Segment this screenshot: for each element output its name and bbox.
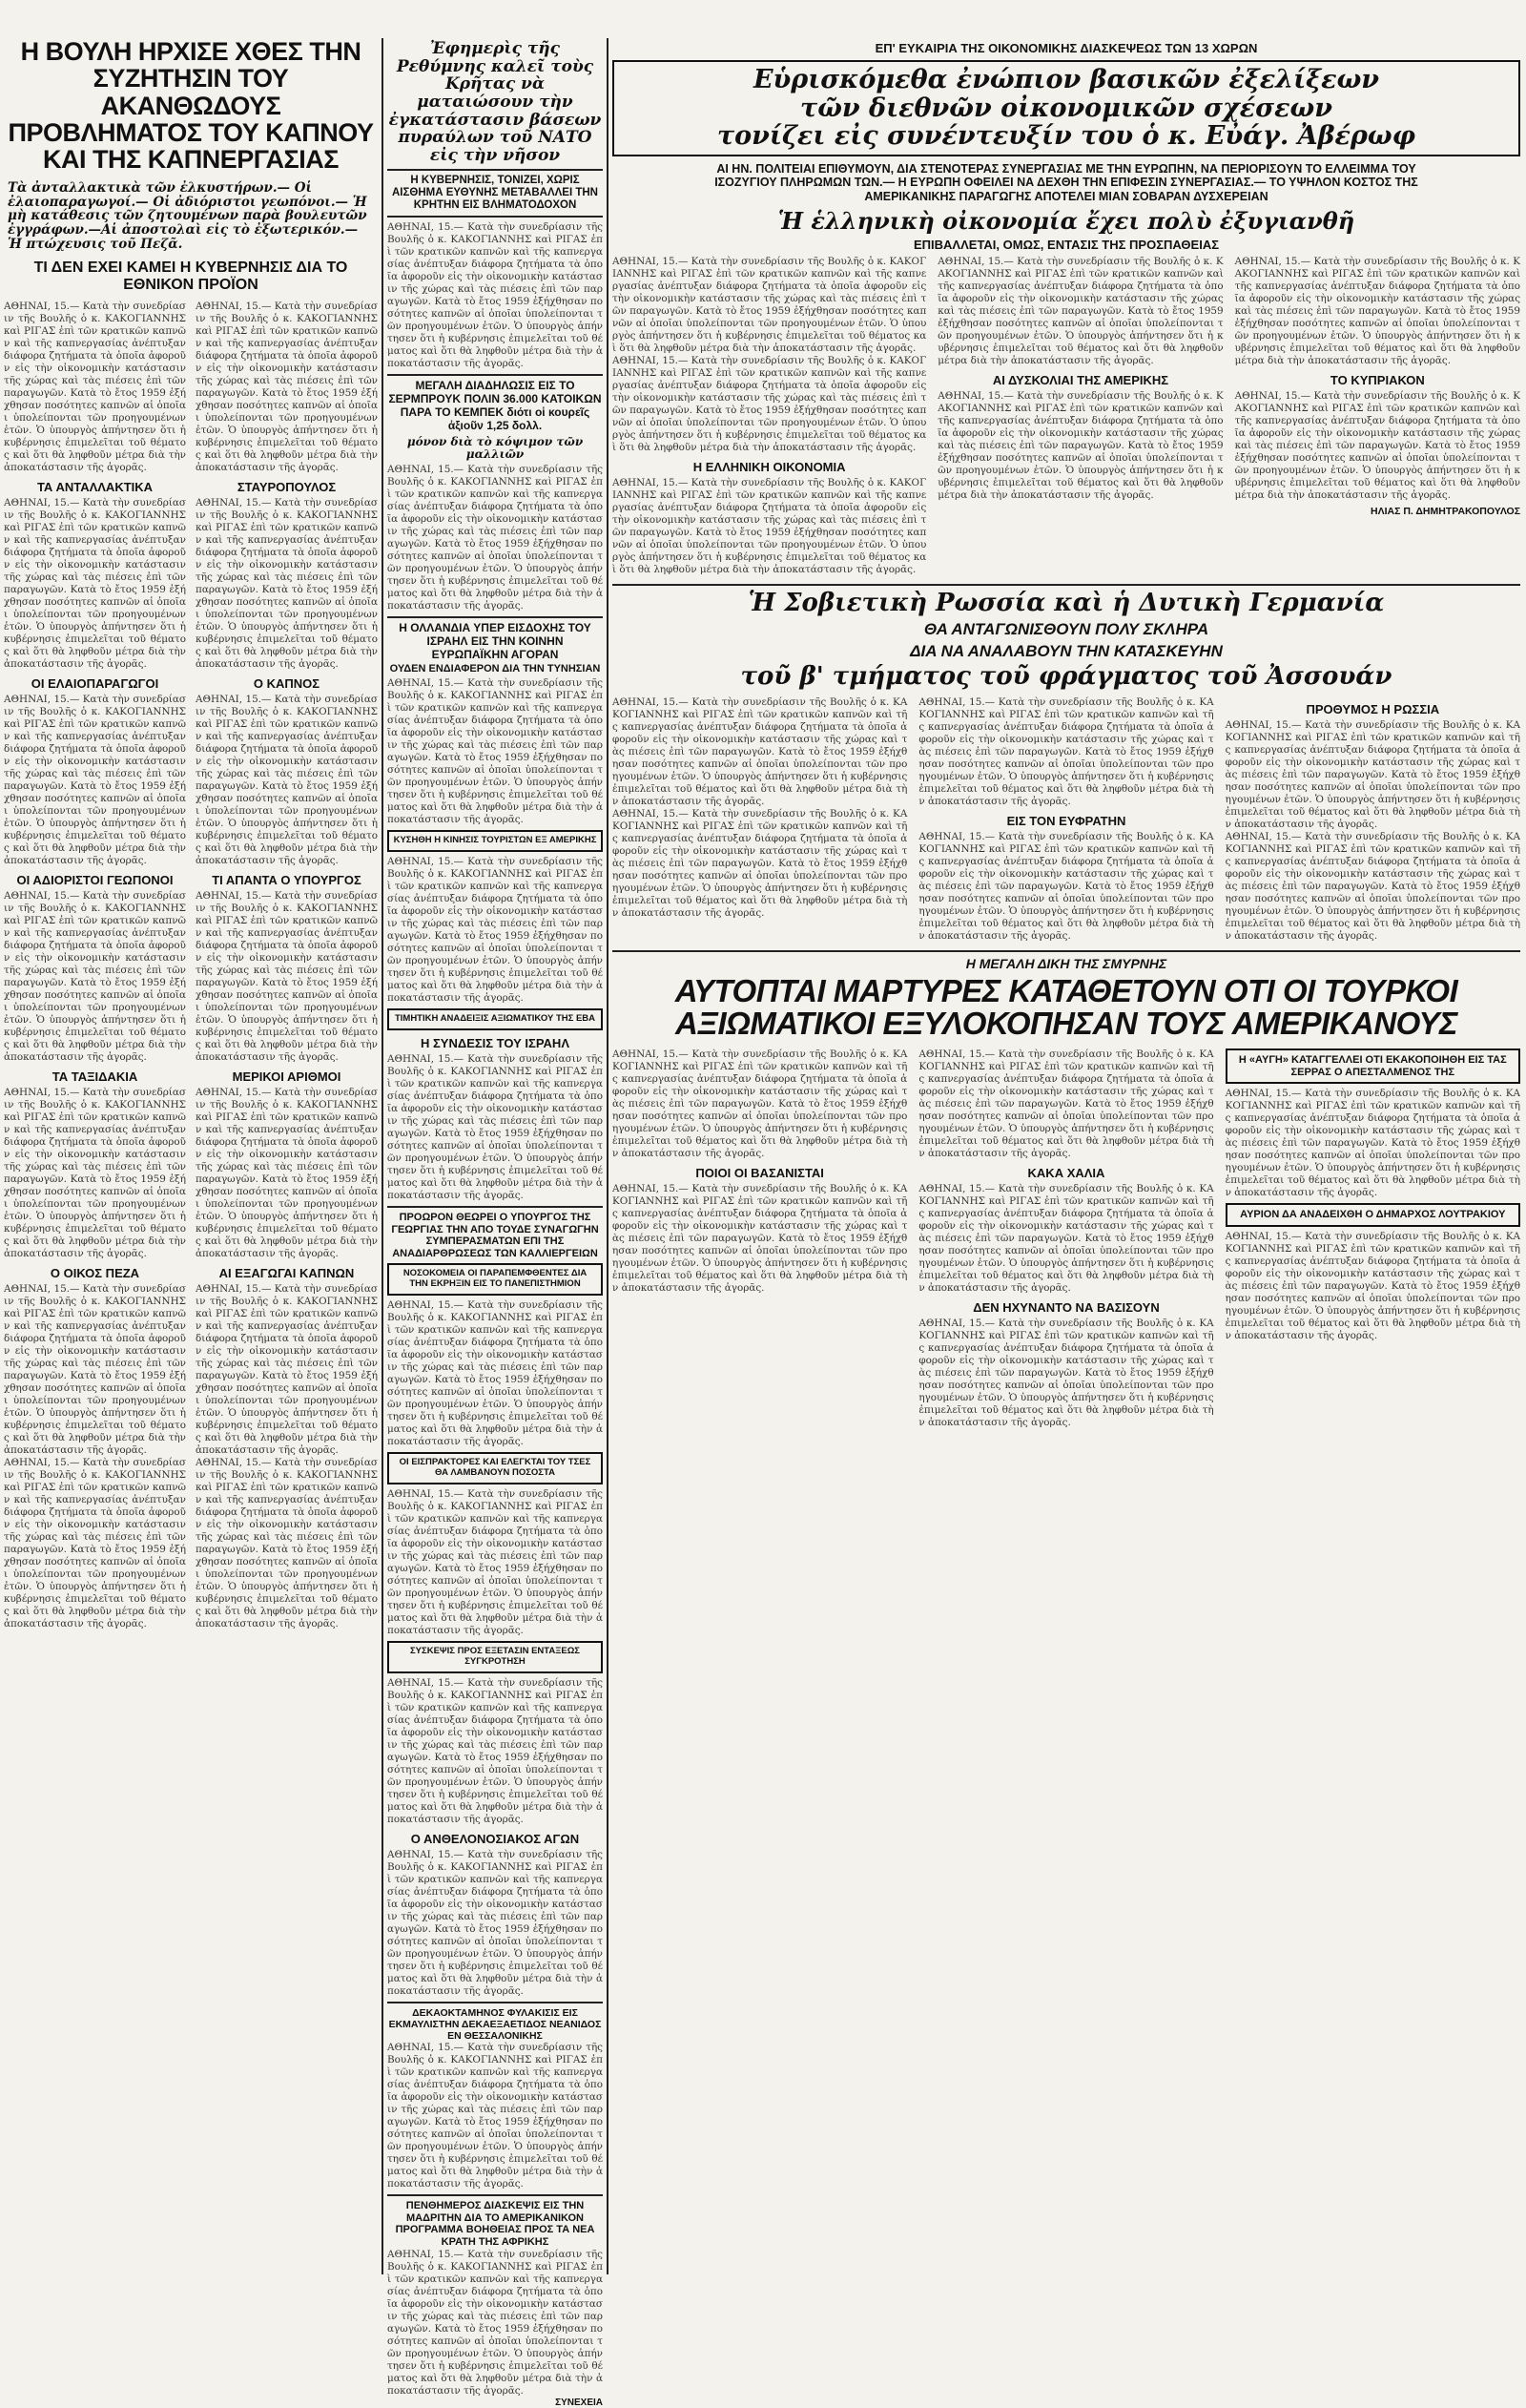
section-heading: ΤΙ ΑΠΑΝΤΑ Ο ΥΠΟΥΡΓΟΣ (212, 872, 361, 887)
body-text: ΑΘΗΝΑΙ, 15.— Κατὰ τὴν συνεδρίασιν τῆς Βουλῆς ὁ κ. ΚΑΚΟΓΙΑΝΝΗΣ καὶ ΡΙΓΑΣ ἐπὶ τῶν κρατικῶν καπνῶν καὶ τῆς καπνεργασίας ἀνέπτυξαν διάφορα ζητήματα τὰ ὁποῖα ἀφοροῦν εἰς τὴν οἰκονομικὴν κατάστασιν τῆς χώρας καὶ τὰς πιέσεις ἐπὶ τῶν παραγωγῶν. Κατὰ τὸ ἔτος 1959 ἐξήχθησαν ποσότητες καπνῶν αἱ ὁποῖαι ὑπολείπονται τῶν προηγουμένων ἐτῶν. Ὁ ὑπουργὸς ἀπήντησεν ὅτι ἡ κυβέρνησις ἐπιμελεῖται τοῦ θέματος καὶ ὅτι θὰ ληφθοῦν μέτρα διὰ τὴν ἀποκατάστασιν τῆς ἀγορᾶς. (387, 221, 603, 370)
body-text: ΑΘΗΝΑΙ, 15.— Κατὰ τὴν συνεδρίασιν τῆς Βουλῆς ὁ κ. ΚΑΚΟΓΙΑΝΝΗΣ καὶ ΡΙΓΑΣ ἐπὶ τῶν κρατικῶν καπνῶν καὶ τῆς καπνεργασίας ἀνέπτυξαν διάφορα ζητήματα τὰ ὁποῖα ἀφοροῦν εἰς τὴν οἰκονομικὴν κατάστασιν τῆς χώρας καὶ τὰς πιέσεις ἐπὶ τῶν παραγωγῶν. Κατὰ τὸ ἔτος 1959 ἐξήχθησαν ποσότητες καπνῶν αἱ ὁποῖαι ὑπολείπονται τῶν προηγουμένων ἐτῶν. Ὁ ὑπουργὸς ἀπήντησεν ὅτι ἡ κυβέρνησις ἐπιμελεῖται τοῦ θέματος καὶ ὅτι θὰ ληφθοῦν μέτρα διὰ τὴν ἀποκατάστασιν τῆς ἀγορᾶς. (196, 1456, 378, 1630)
body-text: ΑΘΗΝΑΙ, 15.— Κατὰ τὴν συνεδρίασιν τῆς Βουλῆς ὁ κ. ΚΑΚΟΓΙΑΝΝΗΣ καὶ ΡΙΓΑΣ ἐπὶ τῶν κρατικῶν καπνῶν καὶ τῆς καπνεργασίας ἀνέπτυξαν διάφορα ζητήματα τὰ ὁποῖα ἀφοροῦν εἰς τὴν οἰκονομικὴν κατάστασιν τῆς χώρας καὶ τὰς πιέσεις ἐπὶ τῶν παραγωγῶν. Κατὰ τὸ ἔτος 1959 ἐξήχθησαν ποσότητες καπνῶν αἱ ὁποῖαι ὑπολείπονται τῶν προηγουμένων ἐτῶν. Ὁ ὑπουργὸς ἀπήντησεν ὅτι ἡ κυβέρνησις ἐπιμελεῖται τοῦ θέματος καὶ ὅτι θὰ ληφθοῦν μέτρα διὰ τὴν ἀποκατάστασιν τῆς ἀγορᾶς. (918, 1048, 1214, 1160)
col2-box5: ΣΥΣΚΕΨΙΣ ΠΡΟΣ ΕΞΕΤΑΣΙΝ ΕΝΤΑΞΕΩΣ ΣΥΓΚΡΟΤΗΣΗ (387, 1641, 603, 1673)
divider (387, 2194, 603, 2196)
body-text: ΑΘΗΝΑΙ, 15.— Κατὰ τὴν συνεδρίασιν τῆς Βουλῆς ὁ κ. ΚΑΚΟΓΙΑΝΝΗΣ καὶ ΡΙΓΑΣ ἐπὶ τῶν κρατικῶν καπνῶν καὶ τῆς καπνεργασίας ἀνέπτυξαν διάφορα ζητήματα τὰ ὁποῖα ἀφοροῦν εἰς τὴν οἰκονομικὴν κατάστασιν τῆς χώρας καὶ τὰς πιέσεις ἐπὶ τῶν παραγωγῶν. Κατὰ τὸ ἔτος 1959 ἐξήχθησαν ποσότητες καπνῶν αἱ ὁποῖαι ὑπολείπονται τῶν προηγουμένων ἐτῶν. Ὁ ὑπουργὸς ἀπήντησεν ὅτι ἡ κυβέρνησις ἐπιμελεῖται τοῦ θέματος καὶ ὅτι θὰ ληφθοῦν μέτρα διὰ τὴν ἀποκατάστασιν τῆς ἀγορᾶς. (196, 1282, 378, 1456)
section-heading: ΟΙ ΑΔΙΟΡΙΣΤΟΙ ΓΕΩΠΟΝΟΙ (16, 872, 174, 887)
col2-h2b: μόνον διὰ τὸ κόψιμον τῶν μαλλιῶν (406, 434, 584, 461)
body-text: ΑΘΗΝΑΙ, 15.— Κατὰ τὴν συνεδρίασιν τῆς Βουλῆς ὁ κ. ΚΑΚΟΓΙΑΝΝΗΣ καὶ ΡΙΓΑΣ ἐπὶ τῶν κρατικῶν καπνῶν καὶ τῆς καπνεργασίας ἀνέπτυξαν διάφορα ζητήματα τὰ ὁποῖα ἀφοροῦν εἰς τὴν οἰκονομικὴν κατάστασιν τῆς χώρας καὶ τὰς πιέσεις ἐπὶ τῶν παραγωγῶν. Κατὰ τὸ ἔτος 1959 ἐξήχθησαν ποσότητες καπνῶν αἱ ὁποῖαι ὑπολείπονται τῶν προηγουμένων ἐτῶν. Ὁ ὑπουργὸς ἀπήντησεν ὅτι ἡ κυβέρνησις ἐπιμελεῖται τοῦ θέματος καὶ ὅτι θὰ ληφθοῦν μέτρα διὰ τὴν ἀποκατάστασιν τῆς ἀγορᾶς. (4, 1086, 186, 1259)
col3-headline-7: ΑΥΤΟΠΤΑΙ ΜΑΡΤΥΡΕΣ ΚΑΤΑΘΕΤΟΥΝ ΟΤΙ ΟΙ ΤΟΥΡΚΟΙ ΑΞΙΩΜΑΤΙΚΟΙ ΕΞΥΛΟΚΟΠΗΣΑΝ ΤΟΥΣ ΑΜΕΡΙΚΑΝΟΥΣ (674, 972, 1458, 1042)
col3-kicker: ΕΠ' ΕΥΚΑΙΡΙΑ ΤΗΣ ΟΙΚΟΝΟΜΙΚΗΣ ΔΙΑΣΚΕΨΕΩΣ ΤΩΝ 13 ΧΩΡΩΝ (875, 41, 1258, 55)
col3-side-1: Η «ΑΥΓΗ» ΚΑΤΑΓΓΕΛΛΕΙ ΟΤΙ ΕΚΑΚΟΠΟΙΗΘΗ ΕΙΣ ΤΑΣ ΣΕΡΡΑΣ Ο ΑΠΕΣΤΑΛΜΕΝΟΣ ΤΗΣ (1226, 1048, 1520, 1084)
col2-h5: ΔΕΚΑΟΚΤΑΜΗΝΟΣ ΦΥΛΑΚΙΣΙΣ ΕΙΣ ΕΚΜΑΥΛΙΣΤΗΝ ΔΕΚΑΕΞΑΕΤΙΔΟΣ ΝΕΑΝΙΔΟΣ ΕΝ ΘΕΣΣΑΛΟΝΙΚΗΣ (388, 2007, 602, 2043)
col2-h4: ΠΡΟΩΡΟΝ ΘΕΩΡΕΙ Ο ΥΠΟΥΡΓΟΣ ΤΗΣ ΓΕΩΡΓΙΑΣ ΤΗΝ ΑΠΟ ΤΟΥΔΕ ΣΥΝΑΓΩΓΗΝ ΣΥΜΠΕΡΑΣΜΑΤΩΝ ΕΠΙ ΤΗΣ ΑΝΑΔΙΑΡΘΡΩΣΕΩΣ ΤΩΝ ΚΑΛΛΙΕΡΓΕΙΩΝ (391, 1211, 599, 1259)
col3-headline-2: τῶν διεθνῶν οἰκονομικῶν σχέσεων (800, 93, 1332, 123)
column-divider (382, 38, 383, 2274)
body-text: ΑΘΗΝΑΙ, 15.— Κατὰ τὴν συνεδρίασιν τῆς Βουλῆς ὁ κ. ΚΑΚΟΓΙΑΝΝΗΣ καὶ ΡΙΓΑΣ ἐπὶ τῶν κρατικῶν καπνῶν καὶ τῆς καπνεργασίας ἀνέπτυξαν διάφορα ζητήματα τὰ ὁποῖα ἀφοροῦν εἰς τὴν οἰκονομικὴν κατάστασιν τῆς χώρας καὶ τὰς πιέσεις ἐπὶ τῶν παραγωγῶν. Κατὰ τὸ ἔτος 1959 ἐξήχθησαν ποσότητες καπνῶν αἱ ὁποῖαι ὑπολείπονται τῶν προηγουμένων ἐτῶν. Ὁ ὑπουργὸς ἀπήντησεν ὅτι ἡ κυβέρνησις ἐπιμελεῖται τοῦ θέματος καὶ ὅτι θὰ ληφθοῦν μέτρα διὰ τὴν ἀποκατάστασιν τῆς ἀγορᾶς. (387, 2042, 603, 2190)
col3-headline-5: Ἡ Σοβιετικὴ Ρωσσία καὶ ἡ Δυτικὴ Γερμανία (748, 589, 1385, 618)
body-text: ΑΘΗΝΑΙ, 15.— Κατὰ τὴν συνεδρίασιν τῆς Βουλῆς ὁ κ. ΚΑΚΟΓΙΑΝΝΗΣ καὶ ΡΙΓΑΣ ἐπὶ τῶν κρατικῶν καπνῶν καὶ τῆς καπνεργασίας ἀνέπτυξαν διάφορα ζητήματα τὰ ὁποῖα ἀφοροῦν εἰς τὴν οἰκονομικὴν κατάστασιν τῆς χώρας καὶ τὰς πιέσεις ἐπὶ τῶν παραγωγῶν. Κατὰ τὸ ἔτος 1959 ἐξήχθησαν ποσότητες καπνῶν αἱ ὁποῖαι ὑπολείπονται τῶν προηγουμένων ἐτῶν. Ὁ ὑπουργὸς ἀπήντησεν ὅτι ἡ κυβέρνησις ἐπιμελεῖται τοῦ θέματος καὶ ὅτι θὰ ληφθοῦν μέτρα διὰ τὴν ἀποκατάστασιν τῆς ἀγορᾶς. (918, 1318, 1214, 1429)
body-text: ΑΘΗΝΑΙ, 15.— Κατὰ τὴν συνεδρίασιν τῆς Βουλῆς ὁ κ. ΚΑΚΟΓΙΑΝΝΗΣ καὶ ΡΙΓΑΣ ἐπὶ τῶν κρατικῶν καπνῶν καὶ τῆς καπνεργασίας ἀνέπτυξαν διάφορα ζητήματα τὰ ὁποῖα ἀφοροῦν εἰς τὴν οἰκονομικὴν κατάστασιν τῆς χώρας καὶ τὰς πιέσεις ἐπὶ τῶν παραγωγῶν. Κατὰ τὸ ἔτος 1959 ἐξήχθησαν ποσότητες καπνῶν αἱ ὁποῖαι ὑπολείπονται τῶν προηγουμένων ἐτῶν. Ὁ ὑπουργὸς ἀπήντησεν ὅτι ἡ κυβέρνησις ἐπιμελεῖται τοῦ θέματος καὶ ὅτι θὰ ληφθοῦν μέτρα διὰ τὴν ἀποκατάστασιν τῆς ἀγορᾶς. (387, 2248, 603, 2397)
divider (387, 616, 603, 618)
body-text: ΑΘΗΝΑΙ, 15.— Κατὰ τὴν συνεδρίασιν τῆς Βουλῆς ὁ κ. ΚΑΚΟΓΙΑΝΝΗΣ καὶ ΡΙΓΑΣ ἐπὶ τῶν κρατικῶν καπνῶν καὶ τῆς καπνεργασίας ἀνέπτυξαν διάφορα ζητήματα τὰ ὁποῖα ἀφοροῦν εἰς τὴν οἰκονομικὴν κατάστασιν τῆς χώρας καὶ τὰς πιέσεις ἐπὶ τῶν παραγωγῶν. Κατὰ τὸ ἔτος 1959 ἐξήχθησαν ποσότητες καπνῶν αἱ ὁποῖαι ὑπολείπονται τῶν προηγουμένων ἐτῶν. Ὁ ὑπουργὸς ἀπήντησεν ὅτι ἡ κυβέρνησις ἐπιμελεῖται τοῦ θέματος καὶ ὅτι θὰ ληφθοῦν μέτρα διὰ τὴν ἀποκατάστασιν τῆς ἀγορᾶς. (4, 1282, 186, 1456)
section-heading: ΠΟΙΟΙ ΟΙ ΒΑΣΑΝΙΣΤΑΙ (695, 1166, 824, 1181)
divider (387, 374, 603, 376)
col3-kicker-2: Η ΜΕΓΑΛΗ ΔΙΚΗ ΤΗΣ ΣΜΥΡΝΗΣ (965, 955, 1167, 971)
body-text: ΑΘΗΝΑΙ, 15.— Κατὰ τὴν συνεδρίασιν τῆς Βουλῆς ὁ κ. ΚΑΚΟΓΙΑΝΝΗΣ καὶ ΡΙΓΑΣ ἐπὶ τῶν κρατικῶν καπνῶν καὶ τῆς καπνεργασίας ἀνέπτυξαν διάφορα ζητήματα τὰ ὁποῖα ἀφοροῦν εἰς τὴν οἰκονομικὴν κατάστασιν τῆς χώρας καὶ τὰς πιέσεις ἐπὶ τῶν παραγωγῶν. Κατὰ τὸ ἔτος 1959 ἐξήχθησαν ποσότητες καπνῶν αἱ ὁποῖαι ὑπολείπονται τῶν προηγουμένων ἐτῶν. Ὁ ὑπουργὸς ἀπήντησεν ὅτι ἡ κυβέρνησις ἐπιμελεῖται τοῦ θέματος καὶ ὅτι θὰ ληφθοῦν μέτρα διὰ τὴν ἀποκατάστασιν τῆς ἀγορᾶς. (612, 1048, 908, 1160)
section-heading: ΣΤΑΥΡΟΠΟΥΛΟΣ (237, 479, 337, 494)
col2-h3b: ΟΥΔΕΝ ΕΝΔΙΑΦΕΡΟΝ ΔΙΑ ΤΗΝ ΤΥΝΗΣΙΑΝ (389, 663, 601, 675)
body-text: ΑΘΗΝΑΙ, 15.— Κατὰ τὴν συνεδρίασιν τῆς Βουλῆς ὁ κ. ΚΑΚΟΓΙΑΝΝΗΣ καὶ ΡΙΓΑΣ ἐπὶ τῶν κρατικῶν καπνῶν καὶ τῆς καπνεργασίας ἀνέπτυξαν διάφορα ζητήματα τὰ ὁποῖα ἀφοροῦν εἰς τὴν οἰκονομικὴν κατάστασιν τῆς χώρας καὶ τὰς πιέσεις ἐπὶ τῶν παραγωγῶν. Κατὰ τὸ ἔτος 1959 ἐξήχθησαν ποσότητες καπνῶν αἱ ὁποῖαι ὑπολείπονται τῶν προηγουμένων ἐτῶν. Ὁ ὑπουργὸς ἀπήντησεν ὅτι ἡ κυβέρνησις ἐπιμελεῖται τοῦ θέματος καὶ ὅτι θὰ ληφθοῦν μέτρα διὰ τὴν ἀποκατάστασιν τῆς ἀγορᾶς. (612, 355, 927, 454)
col2-h2: ΜΕΓΑΛΗ ΔΙΑΔΗΛΩΣΙΣ ΕΙΣ ΤΟ ΣΕΡΜΠΡΟΥΚ ΠΟΛΙΝ 36.000 ΚΑΤΟΙΚΩΝ ΠΑΡΑ ΤΟ ΚΕΜΠΕΚ διότι οἱ κουρεῖς ἀξιοῦν 1,25 δολλ. (388, 379, 602, 432)
section-heading: Η ΣΥΝΔΕΣΙΣ ΤΟΥ ΙΣΡΑΗΛ (420, 1035, 569, 1050)
body-text: ΑΘΗΝΑΙ, 15.— Κατὰ τὴν συνεδρίασιν τῆς Βουλῆς ὁ κ. ΚΑΚΟΓΙΑΝΝΗΣ καὶ ΡΙΓΑΣ ἐπὶ τῶν κρατικῶν καπνῶν καὶ τῆς καπνεργασίας ἀνέπτυξαν διάφορα ζητήματα τὰ ὁποῖα ἀφοροῦν εἰς τὴν οἰκονομικὴν κατάστασιν τῆς χώρας καὶ τὰς πιέσεις ἐπὶ τῶν παραγωγῶν. Κατὰ τὸ ἔτος 1959 ἐξήχθησαν ποσότητες καπνῶν αἱ ὁποῖαι ὑπολείπονται τῶν προηγουμένων ἐτῶν. Ὁ ὑπουργὸς ἀπήντησεν ὅτι ἡ κυβέρνησις ἐπιμελεῖται τοῦ θέματος καὶ ὅτι θὰ ληφθοῦν μέτρα διὰ τὴν ἀποκατάστασιν τῆς ἀγορᾶς. (612, 256, 927, 355)
col2-box2: ΤΙΜΗΤΙΚΗ ΑΝΑΔΕΙΞΙΣ ΑΞΙΩΜΑΤΙΚΟΥ ΤΗΣ ΕΒΑ (387, 1008, 603, 1030)
body-text: ΑΘΗΝΑΙ, 15.— Κατὰ τὴν συνεδρίασιν τῆς Βουλῆς ὁ κ. ΚΑΚΟΓΙΑΝΝΗΣ καὶ ΡΙΓΑΣ ἐπὶ τῶν κρατικῶν καπνῶν καὶ τῆς καπνεργασίας ἀνέπτυξαν διάφορα ζητήματα τὰ ὁποῖα ἀφοροῦν εἰς τὴν οἰκονομικὴν κατάστασιν τῆς χώρας καὶ τὰς πιέσεις ἐπὶ τῶν παραγωγῶν. Κατὰ τὸ ἔτος 1959 ἐξήχθησαν ποσότητες καπνῶν αἱ ὁποῖαι ὑπολείπονται τῶν προηγουμένων ἐτῶν. Ὁ ὑπουργὸς ἀπήντησεν ὅτι ἡ κυβέρνησις ἐπιμελεῖται τοῦ θέματος καὶ ὅτι θὰ ληφθοῦν μέτρα διὰ τὴν ἀποκατάστασιν τῆς ἀγορᾶς. (938, 390, 1224, 502)
col3-body-mid (612, 696, 1520, 943)
section-heading: ΑΙ ΔΥΣΚΟΛΙΑΙ ΤΗΣ ΑΜΕΡΙΚΗΣ (992, 373, 1169, 388)
col3-sub4: ΔΙΑ ΝΑ ΑΝΑΛΑΒΟΥΝ ΤΗΝ ΚΑΤΑΣΚΕΥΗΝ (910, 641, 1223, 660)
body-text: ΑΘΗΝΑΙ, 15.— Κατὰ τὴν συνεδρίασιν τῆς Βουλῆς ὁ κ. ΚΑΚΟΓΙΑΝΝΗΣ καὶ ΡΙΓΑΣ ἐπὶ τῶν κρατικῶν καπνῶν καὶ τῆς καπνεργασίας ἀνέπτυξαν διάφορα ζητήματα τὰ ὁποῖα ἀφοροῦν εἰς τὴν οἰκονομικὴν κατάστασιν τῆς χώρας καὶ τὰς πιέσεις ἐπὶ τῶν παραγωγῶν. Κατὰ τὸ ἔτος 1959 ἐξήχθησαν ποσότητες καπνῶν αἱ ὁποῖαι ὑπολείπονται τῶν προηγουμένων ἐτῶν. Ὁ ὑπουργὸς ἀπήντησεν ὅτι ἡ κυβέρνησις ἐπιμελεῖται τοῦ θέματος καὶ ὅτι θὰ ληφθοῦν μέτρα διὰ τὴν ἀποκατάστασιν τῆς ἀγορᾶς. (1225, 718, 1520, 830)
body-text: ΑΘΗΝΑΙ, 15.— Κατὰ τὴν συνεδρίασιν τῆς Βουλῆς ὁ κ. ΚΑΚΟΓΙΑΝΝΗΣ καὶ ΡΙΓΑΣ ἐπὶ τῶν κρατικῶν καπνῶν καὶ τῆς καπνεργασίας ἀνέπτυξαν διάφορα ζητήματα τὰ ὁποῖα ἀφοροῦν εἰς τὴν οἰκονομικὴν κατάστασιν τῆς χώρας καὶ τὰς πιέσεις ἐπὶ τῶν παραγωγῶν. Κατὰ τὸ ἔτος 1959 ἐξήχθησαν ποσότητες καπνῶν αἱ ὁποῖαι ὑπολείπονται τῶν προηγουμένων ἐτῶν. Ὁ ὑπουργὸς ἀπήντησεν ὅτι ἡ κυβέρνησις ἐπιμελεῖται τοῦ θέματος καὶ ὅτι θὰ ληφθοῦν μέτρα διὰ τὴν ἀποκατάστασιν τῆς ἀγορᾶς. (387, 1488, 603, 1637)
divider (387, 216, 603, 218)
body-text: ΑΘΗΝΑΙ, 15.— Κατὰ τὴν συνεδρίασιν τῆς Βουλῆς ὁ κ. ΚΑΚΟΓΙΑΝΝΗΣ καὶ ΡΙΓΑΣ ἐπὶ τῶν κρατικῶν καπνῶν καὶ τῆς καπνεργασίας ἀνέπτυξαν διάφορα ζητήματα τὰ ὁποῖα ἀφοροῦν εἰς τὴν οἰκονομικὴν κατάστασιν τῆς χώρας καὶ τὰς πιέσεις ἐπὶ τῶν παραγωγῶν. Κατὰ τὸ ἔτος 1959 ἐξήχθησαν ποσότητες καπνῶν αἱ ὁποῖαι ὑπολείπονται τῶν προηγουμένων ἐτῶν. Ὁ ὑπουργὸς ἀπήντησεν ὅτι ἡ κυβέρνησις ἐπιμελεῖται τοῦ θέματος καὶ ὅτι θὰ ληφθοῦν μέτρα διὰ τὴν ἀποκατάστασιν τῆς ἀγορᾶς. (612, 1183, 908, 1295)
column-1 (4, 0, 378, 2284)
body-text: ΑΘΗΝΑΙ, 15.— Κατὰ τὴν συνεδρίασιν τῆς Βουλῆς ὁ κ. ΚΑΚΟΓΙΑΝΝΗΣ καὶ ΡΙΓΑΣ ἐπὶ τῶν κρατικῶν καπνῶν καὶ τῆς καπνεργασίας ἀνέπτυξαν διάφορα ζητήματα τὰ ὁποῖα ἀφοροῦν εἰς τὴν οἰκονομικὴν κατάστασιν τῆς χώρας καὶ τὰς πιέσεις ἐπὶ τῶν παραγωγῶν. Κατὰ τὸ ἔτος 1959 ἐξήχθησαν ποσότητες καπνῶν αἱ ὁποῖαι ὑπολείπονται τῶν προηγουμένων ἐτῶν. Ὁ ὑπουργὸς ἀπήντησεν ὅτι ἡ κυβέρνησις ἐπιμελεῖται τοῦ θέματος καὶ ὅτι θὰ ληφθοῦν μέτρα διὰ τὴν ἀποκατάστασιν τῆς ἀγορᾶς. (387, 1677, 603, 1825)
divider (387, 2002, 603, 2003)
section-heading: ΑΙ ΕΞΑΓΩΓΑΙ ΚΑΠΝΩΝ (218, 1265, 355, 1280)
col2-box1: ΚΥΣΗΘΗ Η ΚΙΝΗΣΙΣ ΤΟΥΡΙΣΤΩΝ ΕΞ ΑΜΕΡΙΚΗΣ (387, 830, 603, 852)
column-3 (612, 0, 1520, 2284)
body-text: ΑΘΗΝΑΙ, 15.— Κατὰ τὴν συνεδρίασιν τῆς Βουλῆς ὁ κ. ΚΑΚΟΓΙΑΝΝΗΣ καὶ ΡΙΓΑΣ ἐπὶ τῶν κρατικῶν καπνῶν καὶ τῆς καπνεργασίας ἀνέπτυξαν διάφορα ζητήματα τὰ ὁποῖα ἀφοροῦν εἰς τὴν οἰκονομικὴν κατάστασιν τῆς χώρας καὶ τὰς πιέσεις ἐπὶ τῶν παραγωγῶν. Κατὰ τὸ ἔτος 1959 ἐξήχθησαν ποσότητες καπνῶν αἱ ὁποῖαι ὑπολείπονται τῶν προηγουμένων ἐτῶν. Ὁ ὑπουργὸς ἀπήντησεν ὅτι ἡ κυβέρνησις ἐπιμελεῖται τοῦ θέματος καὶ ὅτι θὰ ληφθοῦν μέτρα διὰ τὴν ἀποκατάστασιν τῆς ἀγορᾶς. (1234, 256, 1521, 367)
section-heading: Ο ΚΑΠΝΟΣ (253, 675, 320, 691)
col2-box4: ΟΙ ΕΙΣΠΡΑΚΤΟΡΕΣ ΚΑΙ ΕΛΕΓΚΤΑΙ ΤΟΥ ΤΣΕΣ ΘΑ ΛΑΜΒΑΝΟΥΝ ΠΟΣΟΣΤΑ (387, 1452, 603, 1484)
body-text: ΑΘΗΝΑΙ, 15.— Κατὰ τὴν συνεδρίασιν τῆς Βουλῆς ὁ κ. ΚΑΚΟΓΙΑΝΝΗΣ καὶ ΡΙΓΑΣ ἐπὶ τῶν κρατικῶν καπνῶν καὶ τῆς καπνεργασίας ἀνέπτυξαν διάφορα ζητήματα τὰ ὁποῖα ἀφοροῦν εἰς τὴν οἰκονομικὴν κατάστασιν τῆς χώρας καὶ τὰς πιέσεις ἐπὶ τῶν παραγωγῶν. Κατὰ τὸ ἔτος 1959 ἐξήχθησαν ποσότητες καπνῶν αἱ ὁποῖαι ὑπολείπονται τῶν προηγουμένων ἐτῶν. Ὁ ὑπουργὸς ἀπήντησεν ὅτι ἡ κυβέρνησις ἐπιμελεῖται τοῦ θέματος καὶ ὅτι θὰ ληφθοῦν μέτρα διὰ τὴν ἀποκατάστασιν τῆς ἀγορᾶς. (612, 695, 908, 807)
col3-body-bottom (612, 1048, 1520, 1429)
section-heading: ΟΙ ΕΛΑΙΟΠΑΡΑΓΩΓΟΙ (31, 675, 159, 691)
body-text: ΑΘΗΝΑΙ, 15.— Κατὰ τὴν συνεδρίασιν τῆς Βουλῆς ὁ κ. ΚΑΚΟΓΙΑΝΝΗΣ καὶ ΡΙΓΑΣ ἐπὶ τῶν κρατικῶν καπνῶν καὶ τῆς καπνεργασίας ἀνέπτυξαν διάφορα ζητήματα τὰ ὁποῖα ἀφοροῦν εἰς τὴν οἰκονομικὴν κατάστασιν τῆς χώρας καὶ τὰς πιέσεις ἐπὶ τῶν παραγωγῶν. Κατὰ τὸ ἔτος 1959 ἐξήχθησαν ποσότητες καπνῶν αἱ ὁποῖαι ὑπολείπονται τῶν προηγουμένων ἐτῶν. Ὁ ὑπουργὸς ἀπήντησεν ὅτι ἡ κυβέρνησις ἐπιμελεῖται τοῦ θέματος καὶ ὅτι θὰ ληφθοῦν μέτρα διὰ τὴν ἀποκατάστασιν τῆς ἀγορᾶς. (918, 695, 1214, 807)
body-text: ΑΘΗΝΑΙ, 15.— Κατὰ τὴν συνεδρίασιν τῆς Βουλῆς ὁ κ. ΚΑΚΟΓΙΑΝΝΗΣ καὶ ΡΙΓΑΣ ἐπὶ τῶν κρατικῶν καπνῶν καὶ τῆς καπνεργασίας ἀνέπτυξαν διάφορα ζητήματα τὰ ὁποῖα ἀφοροῦν εἰς τὴν οἰκονομικὴν κατάστασιν τῆς χώρας καὶ τὰς πιέσεις ἐπὶ τῶν παραγωγῶν. Κατὰ τὸ ἔτος 1959 ἐξήχθησαν ποσότητες καπνῶν αἱ ὁποῖαι ὑπολείπονται τῶν προηγουμένων ἐτῶν. Ὁ ὑπουργὸς ἀπήντησεν ὅτι ἡ κυβέρνησις ἐπιμελεῖται τοῦ θέματος καὶ ὅτι θὰ ληφθοῦν μέτρα διὰ τὴν ἀποκατάστασιν τῆς ἀγορᾶς. (1225, 830, 1520, 942)
body-text: ΑΘΗΝΑΙ, 15.— Κατὰ τὴν συνεδρίασιν τῆς Βουλῆς ὁ κ. ΚΑΚΟΓΙΑΝΝΗΣ καὶ ΡΙΓΑΣ ἐπὶ τῶν κρατικῶν καπνῶν καὶ τῆς καπνεργασίας ἀνέπτυξαν διάφορα ζητήματα τὰ ὁποῖα ἀφοροῦν εἰς τὴν οἰκονομικὴν κατάστασιν τῆς χώρας καὶ τὰς πιέσεις ἐπὶ τῶν παραγωγῶν. Κατὰ τὸ ἔτος 1959 ἐξήχθησαν ποσότητες καπνῶν αἱ ὁποῖαι ὑπολείπονται τῶν προηγουμένων ἐτῶν. Ὁ ὑπουργὸς ἀπήντησεν ὅτι ἡ κυβέρνησις ἐπιμελεῖται τοῦ θέματος καὶ ὅτι θὰ ληφθοῦν μέτρα διὰ τὴν ἀποκατάστασιν τῆς ἀγορᾶς. (918, 1183, 1214, 1295)
body-text: ΑΘΗΝΑΙ, 15.— Κατὰ τὴν συνεδρίασιν τῆς Βουλῆς ὁ κ. ΚΑΚΟΓΙΑΝΝΗΣ καὶ ΡΙΓΑΣ ἐπὶ τῶν κρατικῶν καπνῶν καὶ τῆς καπνεργασίας ἀνέπτυξαν διάφορα ζητήματα τὰ ὁποῖα ἀφοροῦν εἰς τὴν οἰκονομικὴν κατάστασιν τῆς χώρας καὶ τὰς πιέσεις ἐπὶ τῶν παραγωγῶν. Κατὰ τὸ ἔτος 1959 ἐξήχθησαν ποσότητες καπνῶν αἱ ὁποῖαι ὑπολείπονται τῶν προηγουμένων ἐτῶν. Ὁ ὑπουργὸς ἀπήντησεν ὅτι ἡ κυβέρνησις ἐπιμελεῖται τοῦ θέματος καὶ ὅτι θὰ ληφθοῦν μέτρα διὰ τὴν ἀποκατάστασιν τῆς ἀγορᾶς. (387, 1052, 603, 1201)
col3-headline-1: Εὑρισκόμεθα ἐνώπιον βασικῶν ἐξελίξεων (753, 64, 1380, 94)
divider (387, 169, 603, 171)
section-heading: ΚΑΚΑ ΧΑΛΙΑ (1027, 1166, 1105, 1181)
body-text: ΑΘΗΝΑΙ, 15.— Κατὰ τὴν συνεδρίασιν τῆς Βουλῆς ὁ κ. ΚΑΚΟΓΙΑΝΝΗΣ καὶ ΡΙΓΑΣ ἐπὶ τῶν κρατικῶν καπνῶν καὶ τῆς καπνεργασίας ἀνέπτυξαν διάφορα ζητήματα τὰ ὁποῖα ἀφοροῦν εἰς τὴν οἰκονομικὴν κατάστασιν τῆς χώρας καὶ τὰς πιέσεις ἐπὶ τῶν παραγωγῶν. Κατὰ τὸ ἔτος 1959 ἐξήχθησαν ποσότητες καπνῶν αἱ ὁποῖαι ὑπολείπονται τῶν προηγουμένων ἐτῶν. Ὁ ὑπουργὸς ἀπήντησεν ὅτι ἡ κυβέρνησις ἐπιμελεῖται τοῦ θέματος καὶ ὅτι θὰ ληφθοῦν μέτρα διὰ τὴν ἀποκατάστασιν τῆς ἀγορᾶς. (4, 889, 186, 1063)
body-text: ΑΘΗΝΑΙ, 15.— Κατὰ τὴν συνεδρίασιν τῆς Βουλῆς ὁ κ. ΚΑΚΟΓΙΑΝΝΗΣ καὶ ΡΙΓΑΣ ἐπὶ τῶν κρατικῶν καπνῶν καὶ τῆς καπνεργασίας ἀνέπτυξαν διάφορα ζητήματα τὰ ὁποῖα ἀφοροῦν εἰς τὴν οἰκονομικὴν κατάστασιν τῆς χώρας καὶ τὰς πιέσεις ἐπὶ τῶν παραγωγῶν. Κατὰ τὸ ἔτος 1959 ἐξήχθησαν ποσότητες καπνῶν αἱ ὁποῖαι ὑπολείπονται τῶν προηγουμένων ἐτῶν. Ὁ ὑπουργὸς ἀπήντησεν ὅτι ἡ κυβέρνησις ἐπιμελεῖται τοῦ θέματος καὶ ὅτι θὰ ληφθοῦν μέτρα διὰ τὴν ἀποκατάστασιν τῆς ἀγορᾶς. (387, 855, 603, 1004)
column-divider (607, 38, 608, 2274)
divider (612, 950, 1520, 952)
section-heading: Ο ΑΝΘΕΛΟΝΟΣΙΑΚΟΣ ΑΓΩΝ (410, 1832, 580, 1846)
section-heading: Η ΕΛΛΗΝΙΚΗ ΟΙΚΟΝΟΜΙΑ (692, 460, 846, 475)
col3-headline-3: τονίζει εἰς συνέντευξίν του ὁ κ. Εὐάγ. Ἀβέρωφ (716, 121, 1416, 152)
body-text: ΑΘΗΝΑΙ, 15.— Κατὰ τὴν συνεδρίασιν τῆς Βουλῆς ὁ κ. ΚΑΚΟΓΙΑΝΝΗΣ καὶ ΡΙΓΑΣ ἐπὶ τῶν κρατικῶν καπνῶν καὶ τῆς καπνεργασίας ἀνέπτυξαν διάφορα ζητήματα τὰ ὁποῖα ἀφοροῦν εἰς τὴν οἰκονομικὴν κατάστασιν τῆς χώρας καὶ τὰς πιέσεις ἐπὶ τῶν παραγωγῶν. Κατὰ τὸ ἔτος 1959 ἐξήχθησαν ποσότητες καπνῶν αἱ ὁποῖαι ὑπολείπονται τῶν προηγουμένων ἐτῶν. Ὁ ὑπουργὸς ἀπήντησεν ὅτι ἡ κυβέρνησις ἐπιμελεῖται τοῦ θέματος καὶ ὅτι θὰ ληφθοῦν μέτρα διὰ τὴν ἀποκατάστασιν τῆς ἀγορᾶς. (938, 256, 1224, 367)
body-text: ΑΘΗΝΑΙ, 15.— Κατὰ τὴν συνεδρίασιν τῆς Βουλῆς ὁ κ. ΚΑΚΟΓΙΑΝΝΗΣ καὶ ΡΙΓΑΣ ἐπὶ τῶν κρατικῶν καπνῶν καὶ τῆς καπνεργασίας ἀνέπτυξαν διάφορα ζητήματα τὰ ὁποῖα ἀφοροῦν εἰς τὴν οἰκονομικὴν κατάστασιν τῆς χώρας καὶ τὰς πιέσεις ἐπὶ τῶν παραγωγῶν. Κατὰ τὸ ἔτος 1959 ἐξήχθησαν ποσότητες καπνῶν αἱ ὁποῖαι ὑπολείπονται τῶν προηγουμένων ἐτῶν. Ὁ ὑπουργὸς ἀπήντησεν ὅτι ἡ κυβέρνησις ἐπιμελεῖται τοῦ θέματος καὶ ὅτι θὰ ληφθοῦν μέτρα διὰ τὴν ἀποκατάστασιν τῆς ἀγορᾶς. (387, 677, 603, 826)
section-heading: ΠΡΟΘΥΜΟΣ Η ΡΩΣΣΙΑ (1306, 701, 1440, 716)
body-text: ΑΘΗΝΑΙ, 15.— Κατὰ τὴν συνεδρίασιν τῆς Βουλῆς ὁ κ. ΚΑΚΟΓΙΑΝΝΗΣ καὶ ΡΙΓΑΣ ἐπὶ τῶν κρατικῶν καπνῶν καὶ τῆς καπνεργασίας ἀνέπτυξαν διάφορα ζητήματα τὰ ὁποῖα ἀφοροῦν εἰς τὴν οἰκονομικὴν κατάστασιν τῆς χώρας καὶ τὰς πιέσεις ἐπὶ τῶν παραγωγῶν. Κατὰ τὸ ἔτος 1959 ἐξήχθησαν ποσότητες καπνῶν αἱ ὁποῖαι ὑπολείπονται τῶν προηγουμένων ἐτῶν. Ὁ ὑπουργὸς ἀπήντησεν ὅτι ἡ κυβέρνησις ἐπιμελεῖται τοῦ θέματος καὶ ὅτι θὰ ληφθοῦν μέτρα διὰ τὴν ἀποκατάστασιν τῆς ἀγορᾶς. (196, 693, 378, 866)
col1-subhead: ΤΙ ΔΕΝ ΕΧΕΙ ΚΑΜΕΙ Η ΚΥΒΕΡΝΗΣΙΣ ΔΙΑ ΤΟ ΕΘΝΙΚΟΝ ΠΡΟΪΟΝ (33, 259, 348, 294)
body-text: ΑΘΗΝΑΙ, 15.— Κατὰ τὴν συνεδρίασιν τῆς Βουλῆς ὁ κ. ΚΑΚΟΓΙΑΝΝΗΣ καὶ ΡΙΓΑΣ ἐπὶ τῶν κρατικῶν καπνῶν καὶ τῆς καπνεργασίας ἀνέπτυξαν διάφορα ζητήματα τὰ ὁποῖα ἀφοροῦν εἰς τὴν οἰκονομικὴν κατάστασιν τῆς χώρας καὶ τὰς πιέσεις ἐπὶ τῶν παραγωγῶν. Κατὰ τὸ ἔτος 1959 ἐξήχθησαν ποσότητες καπνῶν αἱ ὁποῖαι ὑπολείπονται τῶν προηγουμένων ἐτῶν. Ὁ ὑπουργὸς ἀπήντησεν ὅτι ἡ κυβέρνησις ἐπιμελεῖται τοῦ θέματος καὶ ὅτι θὰ ληφθοῦν μέτρα διὰ τὴν ἀποκατάστασιν τῆς ἀγορᾶς. (612, 807, 908, 919)
body-text: ΑΘΗΝΑΙ, 15.— Κατὰ τὴν συνεδρίασιν τῆς Βουλῆς ὁ κ. ΚΑΚΟΓΙΑΝΝΗΣ καὶ ΡΙΓΑΣ ἐπὶ τῶν κρατικῶν καπνῶν καὶ τῆς καπνεργασίας ἀνέπτυξαν διάφορα ζητήματα τὰ ὁποῖα ἀφοροῦν εἰς τὴν οἰκονομικὴν κατάστασιν τῆς χώρας καὶ τὰς πιέσεις ἐπὶ τῶν παραγωγῶν. Κατὰ τὸ ἔτος 1959 ἐξήχθησαν ποσότητες καπνῶν αἱ ὁποῖαι ὑπολείπονται τῶν προηγουμένων ἐτῶν. Ὁ ὑπουργὸς ἀπήντησεν ὅτι ἡ κυβέρνησις ἐπιμελεῖται τοῦ θέματος καὶ ὅτι θὰ ληφθοῦν μέτρα διὰ τὴν ἀποκατάστασιν τῆς ἀγορᾶς. (196, 496, 378, 670)
body-text: ΑΘΗΝΑΙ, 15.— Κατὰ τὴν συνεδρίασιν τῆς Βουλῆς ὁ κ. ΚΑΚΟΓΙΑΝΝΗΣ καὶ ΡΙΓΑΣ ἐπὶ τῶν κρατικῶν καπνῶν καὶ τῆς καπνεργασίας ἀνέπτυξαν διάφορα ζητήματα τὰ ὁποῖα ἀφοροῦν εἰς τὴν οἰκονομικὴν κατάστασιν τῆς χώρας καὶ τὰς πιέσεις ἐπὶ τῶν παραγωγῶν. Κατὰ τὸ ἔτος 1959 ἐξήχθησαν ποσότητες καπνῶν αἱ ὁποῖαι ὑπολείπονται τῶν προηγουμένων ἐτῶν. Ὁ ὑπουργὸς ἀπήντησεν ὅτι ἡ κυβέρνησις ἐπιμελεῖται τοῦ θέματος καὶ ὅτι θὰ ληφθοῦν μέτρα διὰ τὴν ἀποκατάστασιν τῆς ἀγορᾶς. (4, 300, 186, 473)
column-2 (387, 0, 603, 2408)
body-text: ΑΘΗΝΑΙ, 15.— Κατὰ τὴν συνεδρίασιν τῆς Βουλῆς ὁ κ. ΚΑΚΟΓΙΑΝΝΗΣ καὶ ΡΙΓΑΣ ἐπὶ τῶν κρατικῶν καπνῶν καὶ τῆς καπνεργασίας ἀνέπτυξαν διάφορα ζητήματα τὰ ὁποῖα ἀφοροῦν εἰς τὴν οἰκονομικὴν κατάστασιν τῆς χώρας καὶ τὰς πιέσεις ἐπὶ τῶν παραγωγῶν. Κατὰ τὸ ἔτος 1959 ἐξήχθησαν ποσότητες καπνῶν αἱ ὁποῖαι ὑπολείπονται τῶν προηγουμένων ἐτῶν. Ὁ ὑπουργὸς ἀπήντησεν ὅτι ἡ κυβέρνησις ἐπιμελεῖται τοῦ θέματος καὶ ὅτι θὰ ληφθοῦν μέτρα διὰ τὴν ἀποκατάστασιν τῆς ἀγορᾶς. (387, 1299, 603, 1448)
body-text: ΑΘΗΝΑΙ, 15.— Κατὰ τὴν συνεδρίασιν τῆς Βουλῆς ὁ κ. ΚΑΚΟΓΙΑΝΝΗΣ καὶ ΡΙΓΑΣ ἐπὶ τῶν κρατικῶν καπνῶν καὶ τῆς καπνεργασίας ἀνέπτυξαν διάφορα ζητήματα τὰ ὁποῖα ἀφοροῦν εἰς τὴν οἰκονομικὴν κατάστασιν τῆς χώρας καὶ τὰς πιέσεις ἐπὶ τῶν παραγωγῶν. Κατὰ τὸ ἔτος 1959 ἐξήχθησαν ποσότητες καπνῶν αἱ ὁποῖαι ὑπολείπονται τῶν προηγουμένων ἐτῶν. Ὁ ὑπουργὸς ἀπήντησεν ὅτι ἡ κυβέρνησις ἐπιμελεῖται τοῦ θέματος καὶ ὅτι θὰ ληφθοῦν μέτρα διὰ τὴν ἀποκατάστασιν τῆς ἀγορᾶς. (1234, 390, 1521, 502)
section-heading: ΔΕΝ ΗΧΥΝΑΝΤΟ ΝΑ ΒΑΣΙΣΟΥΝ (973, 1300, 1160, 1316)
col1-body (4, 301, 378, 1630)
col3-headline-4: Ἡ ἑλληνικὴ οἰκονομία ἔχει πολὺ ἐξυγιανθῆ (777, 207, 1355, 236)
body-text: ΑΘΗΝΑΙ, 15.— Κατὰ τὴν συνεδρίασιν τῆς Βουλῆς ὁ κ. ΚΑΚΟΓΙΑΝΝΗΣ καὶ ΡΙΓΑΣ ἐπὶ τῶν κρατικῶν καπνῶν καὶ τῆς καπνεργασίας ἀνέπτυξαν διάφορα ζητήματα τὰ ὁποῖα ἀφοροῦν εἰς τὴν οἰκονομικὴν κατάστασιν τῆς χώρας καὶ τὰς πιέσεις ἐπὶ τῶν παραγωγῶν. Κατὰ τὸ ἔτος 1959 ἐξήχθησαν ποσότητες καπνῶν αἱ ὁποῖαι ὑπολείπονται τῶν προηγουμένων ἐτῶν. Ὁ ὑπουργὸς ἀπήντησεν ὅτι ἡ κυβέρνησις ἐπιμελεῖται τοῦ θέματος καὶ ὅτι θὰ ληφθοῦν μέτρα διὰ τὴν ἀποκατάστασιν τῆς ἀγορᾶς. (1225, 1231, 1520, 1342)
col3-sub: ΑΙ ΗΝ. ΠΟΛΙΤΕΙΑΙ ΕΠΙΘΥΜΟΥΝ, ΔΙΑ ΣΤΕΝΟΤΕΡΑΣ ΣΥΝΕΡΓΑΣΙΑΣ ΜΕ ΤΗΝ ΕΥΡΩΠΗΝ, ΝΑ ΠΕΡΙΟΡΙΣΟΥΝ ΤΟ ΕΛΛΕΙΜΜΑ ΤΟΥ ΙΣΟΖΥΓΙΟΥ ΠΛΗΡΩΜΩΝ ΤΩΝ.— Η ΕΥΡΩΠΗ ΟΦΕΙΛΕΙ ΝΑ ΔΕΧΘΗ ΤΗΝ ΕΠΙΦΕΣΙΝ ΣΥΝΕΡΓΑΣΙΑΣ.— ΤΟ ΥΨΗΛΟΝ ΚΟΣΤΟΣ ΤΗΣ ΑΜΕΡΙΚΑΝΙΚΗΣ ΠΑΡΑΓΩΓΗΣ ΑΠΟΤΕΛΕΙ ΜΙΑΝ ΣΟΒΑΡΑΝ ΔΥΣΧΕΡΕΙΑΝ (714, 162, 1418, 203)
section-heading: Ο ΟΙΚΟΣ ΠΕΖΑ (50, 1265, 140, 1280)
body-text: ΑΘΗΝΑΙ, 15.— Κατὰ τὴν συνεδρίασιν τῆς Βουλῆς ὁ κ. ΚΑΚΟΓΙΑΝΝΗΣ καὶ ΡΙΓΑΣ ἐπὶ τῶν κρατικῶν καπνῶν καὶ τῆς καπνεργασίας ἀνέπτυξαν διάφορα ζητήματα τὰ ὁποῖα ἀφοροῦν εἰς τὴν οἰκονομικὴν κατάστασιν τῆς χώρας καὶ τὰς πιέσεις ἐπὶ τῶν παραγωγῶν. Κατὰ τὸ ἔτος 1959 ἐξήχθησαν ποσότητες καπνῶν αἱ ὁποῖαι ὑπολείπονται τῶν προηγουμένων ἐτῶν. Ὁ ὑπουργὸς ἀπήντησεν ὅτι ἡ κυβέρνησις ἐπιμελεῖται τοῦ θέματος καὶ ὅτι θὰ ληφθοῦν μέτρα διὰ τὴν ἀποκατάστασιν τῆς ἀγορᾶς. (4, 1456, 186, 1630)
divider (387, 1206, 603, 1208)
section-heading: ΤΑ ΑΝΤΑΛΛΑΚΤΙΚΑ (36, 479, 154, 494)
col2-continued: ΣΥΝΕΧΕΙΑ (555, 2397, 603, 2408)
col3-sub3: ΘΑ ΑΝΤΑΓΩΝΙΣΘΟΥΝ ΠΟΛΥ ΣΚΛΗΡΑ (923, 620, 1209, 639)
section-heading: ΕΙΣ ΤΟΝ ΕΥΦΡΑΤΗΝ (1006, 813, 1126, 828)
col1-deck: Τὰ ἀνταλλακτικὰ τῶν ἐλκυστήρων.— Οἱ ἐλαιοπαραγωγοί.— Οἱ ἀδιόριστοι γεωπόνοι.— Ἡ μὴ κατάθεσις τῶν ζητουμένων παρὰ βουλευτῶν ἐγγράφων.—Αἱ ἀποστολαὶ εἰς τὸ ἐξωτερικόν.— Ἡ πτώχευσις τοῦ Πεζᾶ. (8, 179, 367, 253)
body-text: ΑΘΗΝΑΙ, 15.— Κατὰ τὴν συνεδρίασιν τῆς Βουλῆς ὁ κ. ΚΑΚΟΓΙΑΝΝΗΣ καὶ ΡΙΓΑΣ ἐπὶ τῶν κρατικῶν καπνῶν καὶ τῆς καπνεργασίας ἀνέπτυξαν διάφορα ζητήματα τὰ ὁποῖα ἀφοροῦν εἰς τὴν οἰκονομικὴν κατάστασιν τῆς χώρας καὶ τὰς πιέσεις ἐπὶ τῶν παραγωγῶν. Κατὰ τὸ ἔτος 1959 ἐξήχθησαν ποσότητες καπνῶν αἱ ὁποῖαι ὑπολείπονται τῶν προηγουμένων ἐτῶν. Ὁ ὑπουργὸς ἀπήντησεν ὅτι ἡ κυβέρνησις ἐπιμελεῖται τοῦ θέματος καὶ ὅτι θὰ ληφθοῦν μέτρα διὰ τὴν ἀποκατάστασιν τῆς ἀγορᾶς. (612, 477, 927, 576)
col3-body-top (612, 256, 1520, 576)
body-text: ΑΘΗΝΑΙ, 15.— Κατὰ τὴν συνεδρίασιν τῆς Βουλῆς ὁ κ. ΚΑΚΟΓΙΑΝΝΗΣ καὶ ΡΙΓΑΣ ἐπὶ τῶν κρατικῶν καπνῶν καὶ τῆς καπνεργασίας ἀνέπτυξαν διάφορα ζητήματα τὰ ὁποῖα ἀφοροῦν εἰς τὴν οἰκονομικὴν κατάστασιν τῆς χώρας καὶ τὰς πιέσεις ἐπὶ τῶν παραγωγῶν. Κατὰ τὸ ἔτος 1959 ἐξήχθησαν ποσότητες καπνῶν αἱ ὁποῖαι ὑπολείπονται τῶν προηγουμένων ἐτῶν. Ὁ ὑπουργὸς ἀπήντησεν ὅτι ἡ κυβέρνησις ἐπιμελεῖται τοῦ θέματος καὶ ὅτι θὰ ληφθοῦν μέτρα διὰ τὴν ἀποκατάστασιν τῆς ἀγορᾶς. (196, 300, 378, 473)
byline-signature: ΗΛΙΑΣ Π. ΔΗΜΗΤΡΑΚΟΠΟΥΛΟΣ (1371, 506, 1521, 518)
section-heading: ΤΑ ΤΑΞΙΔΑΚΙΑ (52, 1069, 138, 1084)
section-heading: ΤΟ ΚΥΠΡΙΑΚΟΝ (1330, 373, 1425, 388)
col2-sub1: Η ΚΥΒΕΡΝΗΣΙΣ, ΤΟΝΙΖΕΙ, ΧΩΡΙΣ ΑΙΣΘΗΜΑ ΕΥΘΥΝΗΣ ΜΕΤΑΒΑΛΛΕΙ ΤΗΝ ΚΡΗΤΗΝ ΕΙΣ ΒΛΗΜΑΤΟΔΟΧΟΝ (391, 174, 598, 212)
body-text: ΑΘΗΝΑΙ, 15.— Κατὰ τὴν συνεδρίασιν τῆς Βουλῆς ὁ κ. ΚΑΚΟΓΙΑΝΝΗΣ καὶ ΡΙΓΑΣ ἐπὶ τῶν κρατικῶν καπνῶν καὶ τῆς καπνεργασίας ἀνέπτυξαν διάφορα ζητήματα τὰ ὁποῖα ἀφοροῦν εἰς τὴν οἰκονομικὴν κατάστασιν τῆς χώρας καὶ τὰς πιέσεις ἐπὶ τῶν παραγωγῶν. Κατὰ τὸ ἔτος 1959 ἐξήχθησαν ποσότητες καπνῶν αἱ ὁποῖαι ὑπολείπονται τῶν προηγουμένων ἐτῶν. Ὁ ὑπουργὸς ἀπήντησεν ὅτι ἡ κυβέρνησις ἐπιμελεῖται τοῦ θέματος καὶ ὅτι θὰ ληφθοῦν μέτρα διὰ τὴν ἀποκατάστασιν τῆς ἀγορᾶς. (196, 889, 378, 1063)
col1-headline: Η ΒΟΥΛΗ ΗΡΧΙΣΕ ΧΘΕΣ ΤΗΝ ΣΥΖΗΤΗΣΙΝ ΤΟΥ ΑΚΑΝΘΩΔΟΥΣ ΠΡΟΒΛΗΜΑΤΟΣ ΤΟΥ ΚΑΠΝΟΥ ΚΑΙ ΤΗΣ ΚΑΠΝΕΡΓΑΣΙΑΣ (8, 37, 374, 175)
body-text: ΑΘΗΝΑΙ, 15.— Κατὰ τὴν συνεδρίασιν τῆς Βουλῆς ὁ κ. ΚΑΚΟΓΙΑΝΝΗΣ καὶ ΡΙΓΑΣ ἐπὶ τῶν κρατικῶν καπνῶν καὶ τῆς καπνεργασίας ἀνέπτυξαν διάφορα ζητήματα τὰ ὁποῖα ἀφοροῦν εἰς τὴν οἰκονομικὴν κατάστασιν τῆς χώρας καὶ τὰς πιέσεις ἐπὶ τῶν παραγωγῶν. Κατὰ τὸ ἔτος 1959 ἐξήχθησαν ποσότητες καπνῶν αἱ ὁποῖαι ὑπολείπονται τῶν προηγουμένων ἐτῶν. Ὁ ὑπουργὸς ἀπήντησεν ὅτι ἡ κυβέρνησις ἐπιμελεῖται τοῦ θέματος καὶ ὅτι θὰ ληφθοῦν μέτρα διὰ τὴν ἀποκατάστασιν τῆς ἀγορᾶς. (1225, 1088, 1520, 1199)
body-text: ΑΘΗΝΑΙ, 15.— Κατὰ τὴν συνεδρίασιν τῆς Βουλῆς ὁ κ. ΚΑΚΟΓΙΑΝΝΗΣ καὶ ΡΙΓΑΣ ἐπὶ τῶν κρατικῶν καπνῶν καὶ τῆς καπνεργασίας ἀνέπτυξαν διάφορα ζητήματα τὰ ὁποῖα ἀφοροῦν εἰς τὴν οἰκονομικὴν κατάστασιν τῆς χώρας καὶ τὰς πιέσεις ἐπὶ τῶν παραγωγῶν. Κατὰ τὸ ἔτος 1959 ἐξήχθησαν ποσότητες καπνῶν αἱ ὁποῖαι ὑπολείπονται τῶν προηγουμένων ἐτῶν. Ὁ ὑπουργὸς ἀπήντησεν ὅτι ἡ κυβέρνησις ἐπιμελεῖται τοῦ θέματος καὶ ὅτι θὰ ληφθοῦν μέτρα διὰ τὴν ἀποκατάστασιν τῆς ἀγορᾶς. (4, 496, 186, 670)
body-text: ΑΘΗΝΑΙ, 15.— Κατὰ τὴν συνεδρίασιν τῆς Βουλῆς ὁ κ. ΚΑΚΟΓΙΑΝΝΗΣ καὶ ΡΙΓΑΣ ἐπὶ τῶν κρατικῶν καπνῶν καὶ τῆς καπνεργασίας ἀνέπτυξαν διάφορα ζητήματα τὰ ὁποῖα ἀφοροῦν εἰς τὴν οἰκονομικὴν κατάστασιν τῆς χώρας καὶ τὰς πιέσεις ἐπὶ τῶν παραγωγῶν. Κατὰ τὸ ἔτος 1959 ἐξήχθησαν ποσότητες καπνῶν αἱ ὁποῖαι ὑπολείπονται τῶν προηγουμένων ἐτῶν. Ὁ ὑπουργὸς ἀπήντησεν ὅτι ἡ κυβέρνησις ἐπιμελεῖται τοῦ θέματος καὶ ὅτι θὰ ληφθοῦν μέτρα διὰ τὴν ἀποκατάστασιν τῆς ἀγορᾶς. (196, 1086, 378, 1259)
col2-h3: Η ΟΛΛΑΝΔΙΑ ΥΠΕΡ ΕΙΣΔΟΧΗΣ ΤΟΥ ΙΣΡΑΗΛ ΕΙΣ ΤΗΝ ΚΟΙΝΗΝ ΕΥΡΩΠΑΪΚΗΝ ΑΓΟΡΑΝ (399, 621, 591, 661)
divider (612, 584, 1520, 586)
col3-sub2: ΕΠΙΒΑΛΛΕΤΑΙ, ΟΜΩΣ, ΕΝΤΑΣΙΣ ΤΗΣ ΠΡΟΣΠΑΘΕΙΑΣ (913, 237, 1220, 252)
body-text: ΑΘΗΝΑΙ, 15.— Κατὰ τὴν συνεδρίασιν τῆς Βουλῆς ὁ κ. ΚΑΚΟΓΙΑΝΝΗΣ καὶ ΡΙΓΑΣ ἐπὶ τῶν κρατικῶν καπνῶν καὶ τῆς καπνεργασίας ἀνέπτυξαν διάφορα ζητήματα τὰ ὁποῖα ἀφοροῦν εἰς τὴν οἰκονομικὴν κατάστασιν τῆς χώρας καὶ τὰς πιέσεις ἐπὶ τῶν παραγωγῶν. Κατὰ τὸ ἔτος 1959 ἐξήχθησαν ποσότητες καπνῶν αἱ ὁποῖαι ὑπολείπονται τῶν προηγουμένων ἐτῶν. Ὁ ὑπουργὸς ἀπήντησεν ὅτι ἡ κυβέρνησις ἐπιμελεῖται τοῦ θέματος καὶ ὅτι θὰ ληφθοῦν μέτρα διὰ τὴν ἀποκατάστασιν τῆς ἀγορᾶς. (387, 1849, 603, 1997)
col3-main-headline-box (612, 60, 1520, 156)
body-text: ΑΘΗΝΑΙ, 15.— Κατὰ τὴν συνεδρίασιν τῆς Βουλῆς ὁ κ. ΚΑΚΟΓΙΑΝΝΗΣ καὶ ΡΙΓΑΣ ἐπὶ τῶν κρατικῶν καπνῶν καὶ τῆς καπνεργασίας ἀνέπτυξαν διάφορα ζητήματα τὰ ὁποῖα ἀφοροῦν εἰς τὴν οἰκονομικὴν κατάστασιν τῆς χώρας καὶ τὰς πιέσεις ἐπὶ τῶν παραγωγῶν. Κατὰ τὸ ἔτος 1959 ἐξήχθησαν ποσότητες καπνῶν αἱ ὁποῖαι ὑπολείπονται τῶν προηγουμένων ἐτῶν. Ὁ ὑπουργὸς ἀπήντησεν ὅτι ἡ κυβέρνησις ἐπιμελεῖται τοῦ θέματος καὶ ὅτι θὰ ληφθοῦν μέτρα διὰ τὴν ἀποκατάστασιν τῆς ἀγορᾶς. (918, 830, 1214, 942)
body-text: ΑΘΗΝΑΙ, 15.— Κατὰ τὴν συνεδρίασιν τῆς Βουλῆς ὁ κ. ΚΑΚΟΓΙΑΝΝΗΣ καὶ ΡΙΓΑΣ ἐπὶ τῶν κρατικῶν καπνῶν καὶ τῆς καπνεργασίας ἀνέπτυξαν διάφορα ζητήματα τὰ ὁποῖα ἀφοροῦν εἰς τὴν οἰκονομικὴν κατάστασιν τῆς χώρας καὶ τὰς πιέσεις ἐπὶ τῶν παραγωγῶν. Κατὰ τὸ ἔτος 1959 ἐξήχθησαν ποσότητες καπνῶν αἱ ὁποῖαι ὑπολείπονται τῶν προηγουμένων ἐτῶν. Ὁ ὑπουργὸς ἀπήντησεν ὅτι ἡ κυβέρνησις ἐπιμελεῖται τοῦ θέματος καὶ ὅτι θὰ ληφθοῦν μέτρα διὰ τὴν ἀποκατάστασιν τῆς ἀγορᾶς. (387, 464, 603, 612)
col3-headline-6: τοῦ β' τμήματος τοῦ φράγματος τοῦ Ἀσσουάν (740, 662, 1392, 692)
col2-headline: Ἐφημερὶς τῆς Ρεθύμνης καλεῖ τοὺς Κρῆτας νὰ ματαιώσουν τὴν ἐγκατάστασιν βάσεων πυραύλων τοῦ ΝΑΤΟ εἰς τὴν νῆσον (388, 39, 602, 166)
col2-h6: ΠΕΝΘΗΜΕΡΟΣ ΔΙΑΣΚΕΨΙΣ ΕΙΣ ΤΗΝ ΜΑΔΡΙΤΗΝ ΔΙΑ ΤΟ ΑΜΕΡΙΚΑΝΙΚΟΝ ΠΡΟΓΡΑΜΜΑ ΒΟΗΘΕΙΑΣ ΠΡΟΣ ΤΑ ΝΕΑ ΚΡΑΤΗ ΤΗΣ ΑΦΡΙΚΗΣ (395, 2200, 595, 2249)
body-text: ΑΘΗΝΑΙ, 15.— Κατὰ τὴν συνεδρίασιν τῆς Βουλῆς ὁ κ. ΚΑΚΟΓΙΑΝΝΗΣ καὶ ΡΙΓΑΣ ἐπὶ τῶν κρατικῶν καπνῶν καὶ τῆς καπνεργασίας ἀνέπτυξαν διάφορα ζητήματα τὰ ὁποῖα ἀφοροῦν εἰς τὴν οἰκονομικὴν κατάστασιν τῆς χώρας καὶ τὰς πιέσεις ἐπὶ τῶν παραγωγῶν. Κατὰ τὸ ἔτος 1959 ἐξήχθησαν ποσότητες καπνῶν αἱ ὁποῖαι ὑπολείπονται τῶν προηγουμένων ἐτῶν. Ὁ ὑπουργὸς ἀπήντησεν ὅτι ἡ κυβέρνησις ἐπιμελεῖται τοῦ θέματος καὶ ὅτι θὰ ληφθοῦν μέτρα διὰ τὴν ἀποκατάστασιν τῆς ἀγορᾶς. (4, 693, 186, 866)
section-heading: ΜΕΡΙΚΟΙ ΑΡΙΘΜΟΙ (232, 1069, 341, 1084)
col2-box3: ΝΟΣΟΚΟΜΕΙΑ ΟΙ ΠΑΡΑΠΕΜΦΘΕΝΤΕΣ ΔΙΑ ΤΗΝ ΕΚΡΗΞΙΝ ΕΙΣ ΤΟ ΠΑΝΕΠΙΣΤΗΜΙΟΝ (387, 1263, 603, 1296)
col3-side-2: ΑΥΡΙΟΝ ΔΑ ΑΝΑΔΕΙΧΘΗ Ο ΔΗΜΑΡΧΟΣ ΛΟΥΤΡΑΚΙΟΥ (1226, 1203, 1520, 1227)
